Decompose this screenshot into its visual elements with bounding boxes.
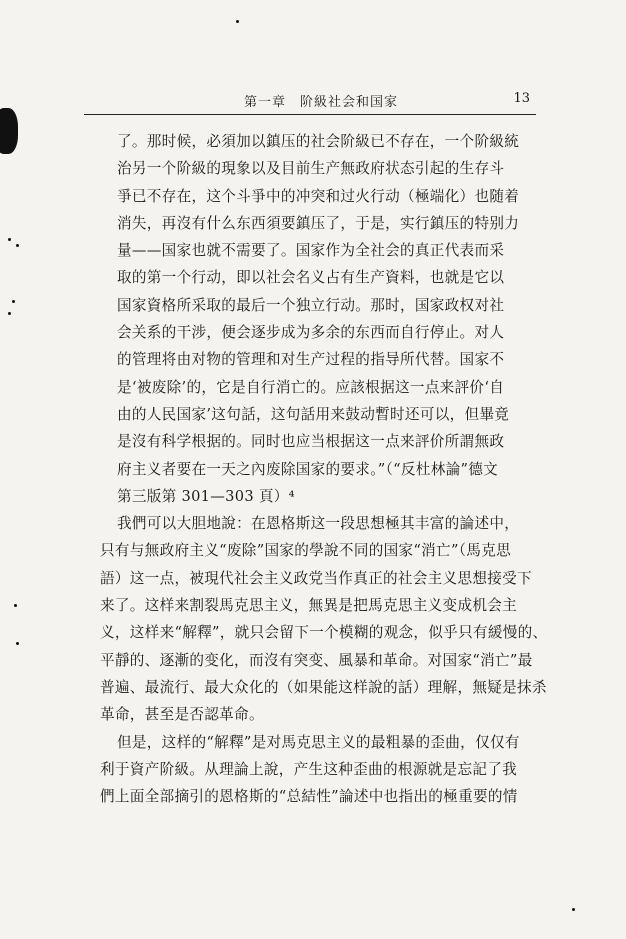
text-line: 量——国家也就不需要了。国家作为全社会的真正代表而采 — [117, 242, 505, 260]
text-line: 义，这样来“解釋”，就只会留下一个模糊的观念，似乎只有緩慢的、 — [100, 624, 548, 642]
text-line: 取的第一个行动，即以社会名义占有生产資料，也就是它以 — [117, 269, 505, 287]
scan-speck — [572, 908, 575, 911]
citation-line: 第三版第 301—303 頁）⁴ — [117, 487, 295, 505]
scan-speck — [16, 244, 19, 247]
text-line: 普遍、最流行、最大众化的（如果能这样說的話）理解，無疑是抹杀 — [100, 678, 547, 696]
text-line: 我們可以大胆地說：在恩格斯这一段思想極其丰富的論述中， — [117, 515, 520, 533]
text-line: 国家資格所采取的最后一个独立行动。那时，国家政权对社 — [117, 296, 505, 314]
text-line: 消失，再沒有什么东西須要鎮压了，于是，实行鎮压的特别力 — [117, 214, 520, 232]
text-line: 革命，甚至是否認革命。 — [100, 706, 264, 724]
text-line: 們上面全部摘引的恩格斯的“总結性”論述中也指出的極重要的情 — [100, 788, 518, 806]
text-line: 了。那时候，必須加以鎮压的社会阶級已不存在，一个阶級統 — [117, 133, 520, 150]
scan-speck — [8, 238, 11, 241]
text-line: 的管理将由对物的管理和对生产过程的指导所代替。国家不 — [117, 351, 505, 369]
scan-speck — [14, 604, 17, 607]
scan-speck — [12, 300, 15, 303]
scan-speck — [236, 20, 239, 23]
text-line: 只有与無政府主义“废除”国家的學說不同的国家“消亡”（馬克思 — [100, 542, 511, 560]
text-line: 爭已不存在，这个斗爭中的冲突和过火行动（極端化）也随着 — [117, 187, 520, 205]
scan-speck — [16, 642, 19, 645]
text-line: 治另一个阶級的現象以及目前生产無政府状态引起的生存斗 — [117, 160, 505, 178]
text-line: 府主义者要在一天之內废除国家的要求。”（“反杜林論”德文 — [117, 460, 499, 478]
text-line: 会关系的干涉，便会逐步成为多余的东西而自行停止。对人 — [117, 324, 505, 342]
text-line: 語）这一点，被現代社会主义政党当作真正的社会主义思想接受下 — [100, 569, 532, 587]
text-line: 平靜的、逐漸的变化，而沒有突变、風暴和革命。对国家“消亡”最 — [100, 651, 533, 669]
text-line: 由的人民国家’这句話，这句話用来鼓动暫时还可以，但畢竟 — [117, 405, 510, 423]
text-line: 是‘被废除’的，它是自行消亡的。应該根据这一点来評价‘自 — [117, 378, 505, 396]
running-header — [84, 88, 536, 115]
text-line: 来了。这样来割裂馬克思主义，無異是把馬克思主义变成机会主 — [100, 597, 518, 615]
text-line: 利于資产阶級。从理論上說，产生这种歪曲的根源就是忘記了我 — [100, 760, 518, 778]
text-line: 是沒有科学根据的。同时也应当根据这一点来評价所謂無政 — [117, 433, 505, 451]
scan-speck — [8, 312, 11, 315]
scan-artifact — [0, 108, 18, 154]
body-text — [100, 128, 552, 810]
page-number: 13 — [513, 91, 530, 106]
text-line: 但是，这样的“解釋”是对馬克思主义的最粗暴的歪曲，仅仅有 — [117, 733, 520, 751]
chapter-title: 第一章 阶級社会和国家 — [244, 95, 399, 110]
